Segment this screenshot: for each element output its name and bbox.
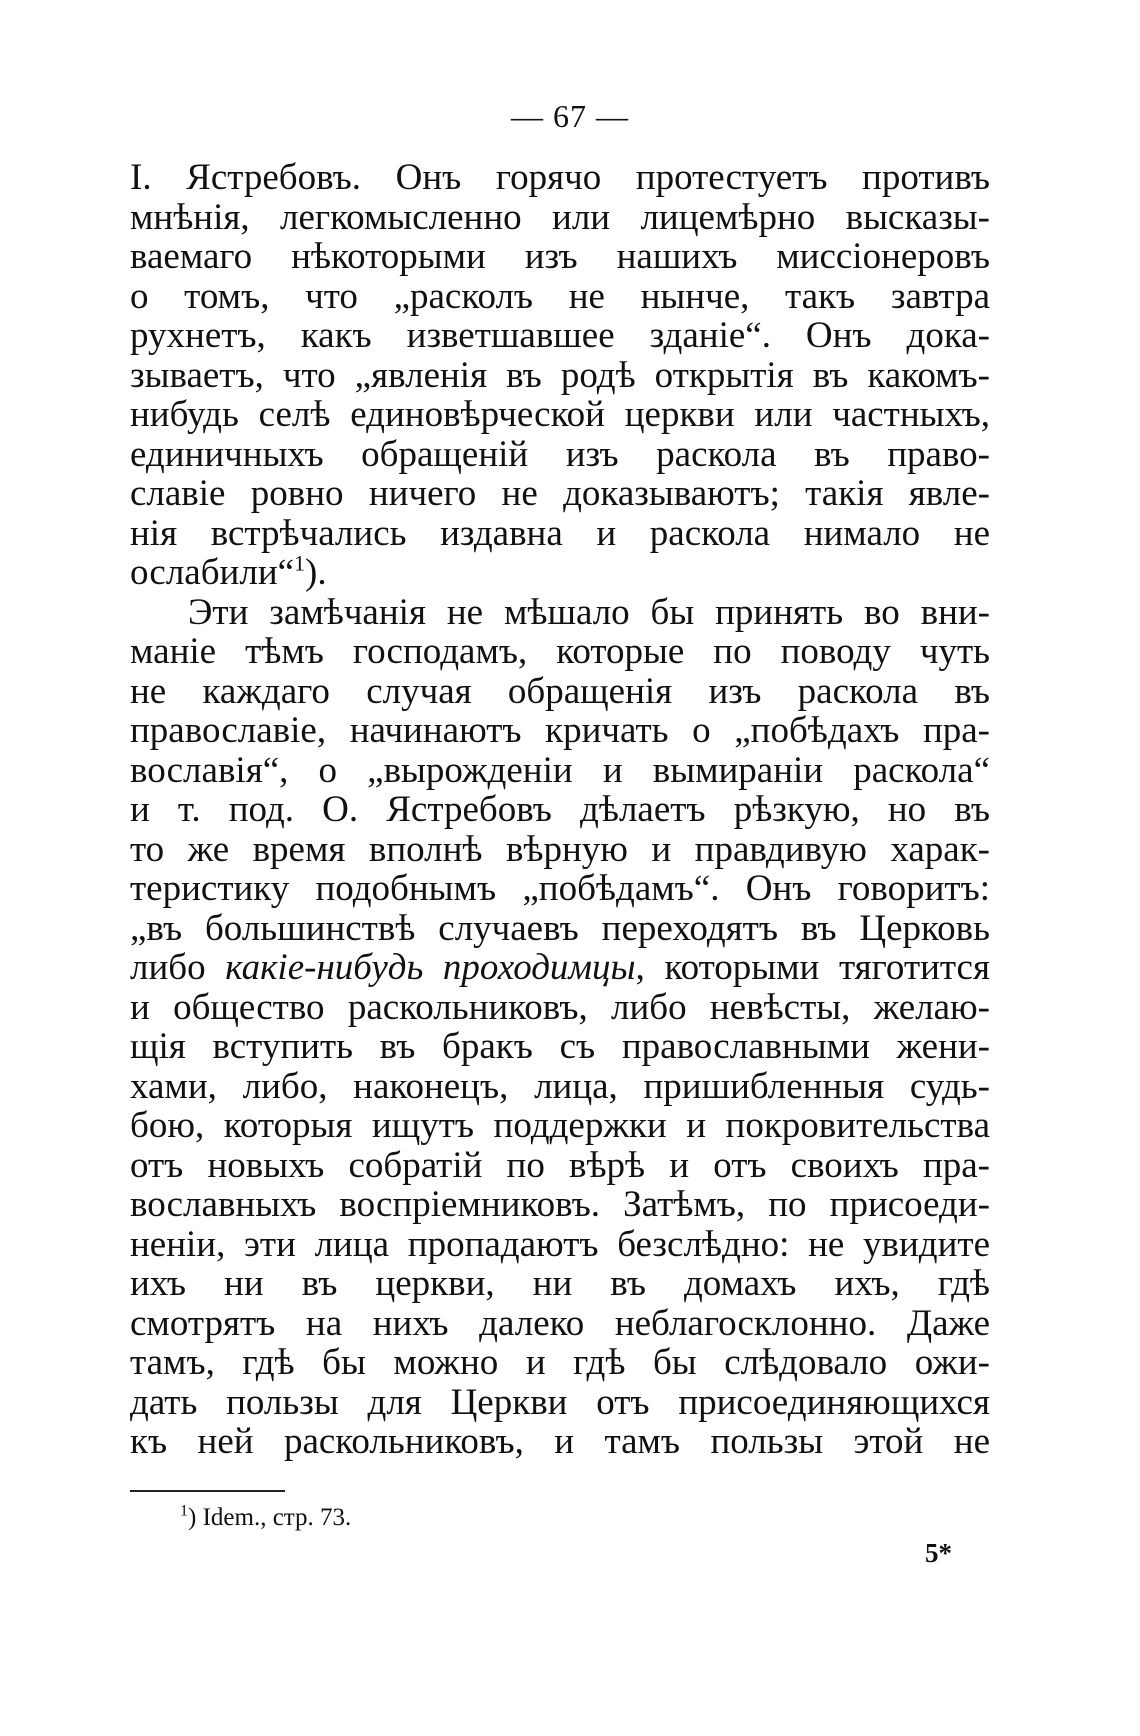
text-line: ихъ ни въ церкви, ни въ домахъ ихъ, гдѣ	[130, 1263, 990, 1304]
text-line: теристику подобнымъ „побѣдамъ“. Онъ говоритъ:	[130, 868, 990, 909]
text-line-last	[130, 550, 990, 593]
text-line: нія встрѣчались издавна и раскола нимало не	[130, 512, 990, 554]
paragraph-2	[130, 593, 990, 1462]
text-line: отъ новыхъ собратій по вѣрѣ и отъ своихъ пра-	[130, 1144, 990, 1186]
text-line: зываетъ, что „явленія въ родѣ открытія въ какомъ-	[130, 354, 990, 396]
text-line: православіе, начинаютъ кричать о „побѣдахъ пра-	[130, 710, 990, 751]
footnote-reference: 1	[294, 550, 306, 576]
text-line: ваемаго нѣкоторыми изъ нашихъ миссіонеровъ	[130, 236, 990, 277]
text-line: и общество раскольниковъ, либо невѣсты, желаю-	[130, 986, 990, 1028]
text-line: славіе ровно ничего не доказываютъ; такія явле-	[130, 473, 990, 514]
main-text	[130, 158, 990, 1462]
text-line: щія вступить въ бракъ съ православными жени-	[130, 1026, 990, 1067]
text-line: рухнетъ, какъ изветшавшее зданіе“. Онъ дока-	[130, 315, 990, 356]
text-fragment: ослабили“	[130, 552, 295, 593]
text-line: то же время вполнѣ вѣрную и правдивую харак-	[130, 828, 990, 870]
footnote-divider	[130, 1490, 285, 1492]
italic-emphasis: какіе-нибудь проходимцы	[225, 947, 636, 988]
text-line: I. Ястребовъ. Онъ горячо протестуетъ противъ	[130, 157, 990, 198]
text-line: о томъ, что „расколъ не нынче, такъ завтра	[130, 275, 990, 317]
text-fragment: , которыми тяготится	[635, 947, 990, 988]
text-line: „въ большинствѣ случаевъ переходятъ въ Церковь	[130, 907, 990, 949]
text-line: Эти замѣчанія не мѣшало бы принять во вни-	[188, 591, 990, 633]
page-number: — 67 —	[511, 98, 629, 134]
text-line: неніи, эти лица пропадаютъ безслѣдно: не увидите	[130, 1223, 990, 1265]
text-line: нибудь селѣ единовѣрческой церкви или частныхъ,	[130, 394, 990, 435]
text-fragment: либо	[130, 947, 226, 988]
text-line: не каждаго случая обращенія изъ раскола въ	[130, 670, 990, 712]
text-line: тамъ, гдѣ бы можно и гдѣ бы слѣдовало ожи-	[130, 1342, 990, 1383]
signature-mark: 5*	[925, 1538, 952, 1568]
text-line: смотрятъ на нихъ далеко неблагосклонно. Даже	[130, 1302, 990, 1344]
text-line: единичныхъ обращеній изъ раскола въ право-	[130, 433, 990, 475]
footnote-marker: 1	[180, 1502, 188, 1520]
footnote	[180, 1503, 351, 1533]
text-line-italic	[130, 948, 990, 988]
text-line: и т. под. О. Ястребовъ дѣлаетъ рѣзкую, но въ	[130, 789, 990, 830]
text-fragment: ).	[305, 552, 327, 593]
text-line: къ ней раскольниковъ, и тамъ пользы этой не	[130, 1421, 990, 1462]
text-line: хами, либо, наконецъ, лица, пришибленныя судь-	[130, 1065, 990, 1107]
text-line: мнѣнія, легкомысленно или лицемѣрно высказы-	[130, 196, 990, 238]
text-line: дать пользы для Церкви отъ присоединяющихся	[130, 1381, 990, 1423]
text-line: бою, которыя ищутъ поддержки и покровительства	[130, 1105, 990, 1146]
text-line: вославія“, о „вырожденіи и вымираніи раскола“	[130, 749, 990, 791]
paragraph-1	[130, 158, 990, 593]
footnote-text: ) Idem., стр. 73.	[188, 1504, 352, 1531]
text-line: маніе тѣмъ господамъ, которые по поводу чуть	[130, 631, 990, 672]
text-line: вославныхъ воспріемниковъ. Затѣмъ, по присоеди-	[130, 1184, 990, 1225]
